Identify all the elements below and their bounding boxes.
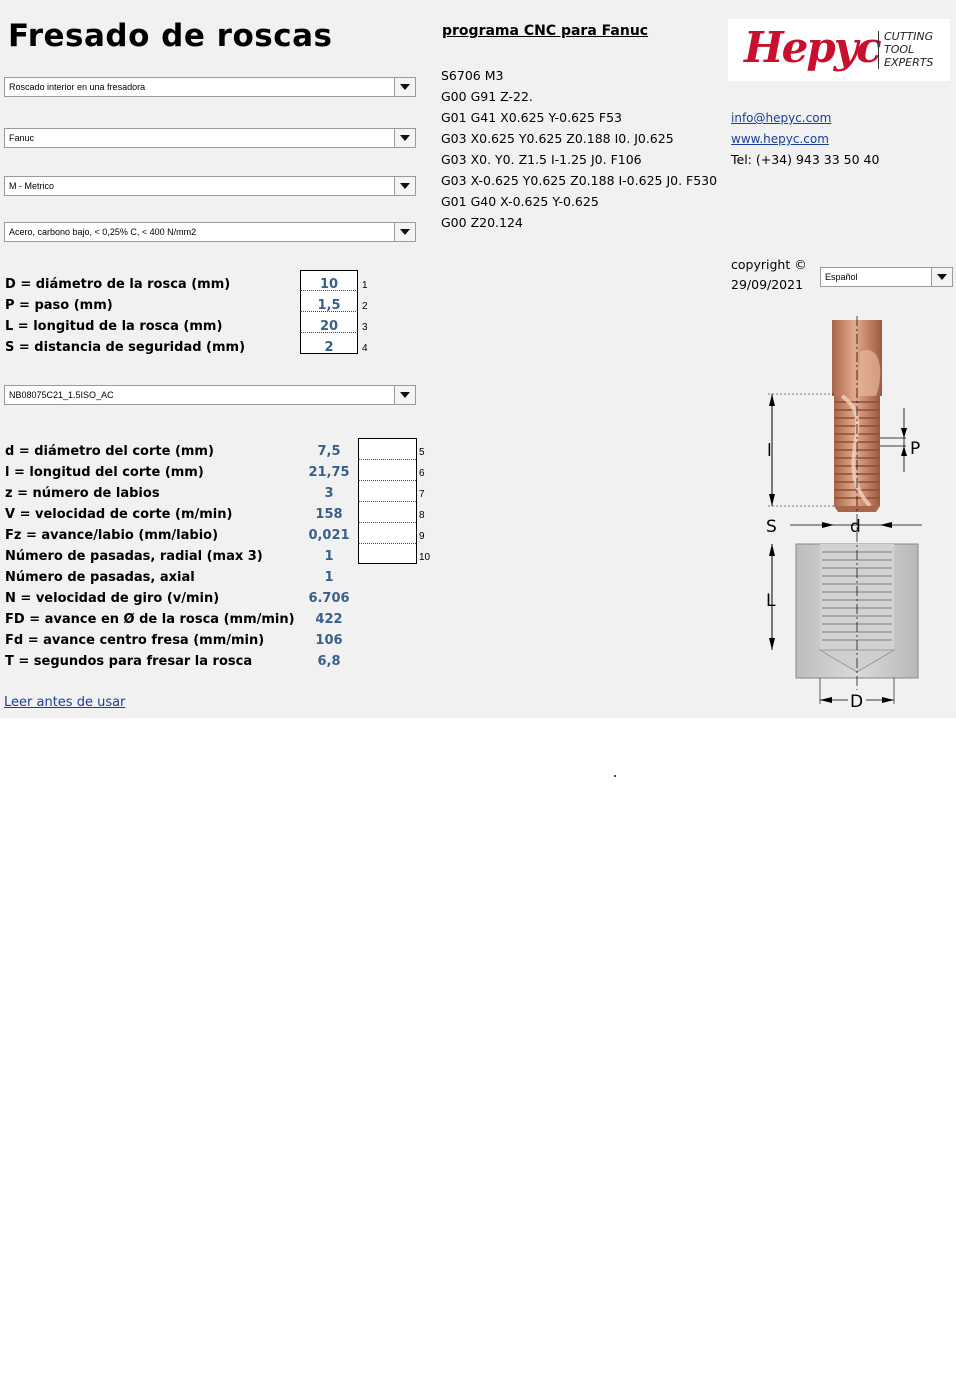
cnc-line: G03 X0.625 Y0.625 Z0.188 I0. J0.625 <box>441 131 674 146</box>
material-select[interactable] <box>4 222 416 242</box>
result-label: T = segundos para fresar la rosca <box>5 654 253 669</box>
result-label: l = longitud del corte (mm) <box>5 465 204 480</box>
chevron-down-icon[interactable] <box>931 268 952 286</box>
cnc-line: S6706 M3 <box>441 68 504 83</box>
control-select[interactable] <box>4 128 416 148</box>
chevron-down-icon[interactable] <box>394 386 415 404</box>
logo-tagline: CUTTING <box>884 30 934 43</box>
dim-label-d: d <box>850 517 861 537</box>
logo-tagline: TOOL <box>884 43 915 56</box>
cnc-line: G03 X0. Y0. Z1.5 I-1.25 J0. F106 <box>441 152 642 167</box>
result-label: Número de pasadas, axial <box>5 570 195 585</box>
cnc-line: G01 G41 X0.625 Y-0.625 F53 <box>441 110 622 125</box>
dim-label-l: l <box>767 441 772 461</box>
result-label: z = número de labios <box>5 486 160 501</box>
result-label: d = diámetro del corte (mm) <box>5 444 214 459</box>
row-number: 1 <box>362 280 368 291</box>
language-select-value: Español <box>825 272 858 282</box>
material-select-value: Acero, carbono bajo, < 0,25% C, < 400 N/mm2 <box>9 227 197 237</box>
chevron-down-icon[interactable] <box>394 129 415 147</box>
logo-tagline: EXPERTS <box>884 56 934 69</box>
row-number: 5 <box>419 447 425 458</box>
row-number: 4 <box>362 343 368 354</box>
phone-text: Tel: (+34) 943 33 50 40 <box>731 152 880 167</box>
result-value: 1 <box>324 549 334 564</box>
dim-label-P: P <box>910 439 921 459</box>
result-value: 6.706 <box>308 591 350 606</box>
operation-select[interactable] <box>4 77 416 97</box>
safety-distance-label: S = distancia de seguridad (mm) <box>5 340 246 355</box>
website-link[interactable]: www.hepyc.com <box>731 132 829 146</box>
notes-box[interactable] <box>358 438 417 564</box>
cnc-line: G00 Z20.124 <box>441 215 523 230</box>
cnc-line: G03 X-0.625 Y0.625 Z0.188 I-0.625 J0. F530 <box>441 173 718 188</box>
result-value: 0,021 <box>308 528 350 543</box>
copyright-date: 29/09/2021 <box>731 277 804 292</box>
operation-select-value: Roscado interior en una fresadora <box>9 82 146 92</box>
cnc-line: G01 G40 X-0.625 Y-0.625 <box>441 194 599 209</box>
row-number: 6 <box>419 468 425 479</box>
result-label: N = velocidad de giro (v/min) <box>5 591 220 606</box>
dim-label-D: D <box>850 692 864 712</box>
result-label: Fd = avance centro fresa (mm/min) <box>5 633 265 648</box>
hepyc-logo <box>728 19 950 81</box>
thread-type-select-value: M - Metrico <box>9 181 54 191</box>
row-number: 7 <box>419 489 425 500</box>
result-value: 7,5 <box>317 444 341 459</box>
result-value: 1 <box>324 570 334 585</box>
logo-brand: Hepyc <box>744 23 880 72</box>
thread-milling-diagram <box>760 312 930 712</box>
row-number: 10 <box>419 552 431 563</box>
diameter-value[interactable]: 10 <box>319 277 339 292</box>
read-before-use-link[interactable]: Leer antes de usar <box>4 695 126 710</box>
dim-label-S: S <box>766 517 777 537</box>
chevron-down-icon[interactable] <box>394 177 415 195</box>
result-value: 422 <box>315 612 343 627</box>
pitch-value[interactable]: 1,5 <box>317 298 341 313</box>
stray-dot <box>614 775 616 777</box>
result-value: 6,8 <box>317 654 341 669</box>
length-value[interactable]: 20 <box>319 319 339 334</box>
row-number: 8 <box>419 510 425 521</box>
row-number: 2 <box>362 301 368 312</box>
result-label: V = velocidad de corte (m/min) <box>5 507 233 522</box>
diameter-label: D = diámetro de la rosca (mm) <box>5 277 231 292</box>
result-label: Número de pasadas, radial (max 3) <box>5 549 263 564</box>
cnc-line: G00 G91 Z-22. <box>441 89 533 104</box>
chevron-down-icon[interactable] <box>394 223 415 241</box>
row-number: 9 <box>419 531 425 542</box>
page-title: Fresado de roscas <box>8 18 333 54</box>
dim-label-L: L <box>766 591 776 611</box>
copyright-label: copyright © <box>731 257 807 272</box>
row-number: 3 <box>362 322 368 333</box>
pitch-label: P = paso (mm) <box>5 298 113 313</box>
result-value: 106 <box>315 633 343 648</box>
length-label: L = longitud de la rosca (mm) <box>5 319 223 334</box>
tool-select-value: NB08075C21_1.5ISO_AC <box>9 390 114 400</box>
result-label: Fz = avance/labio (mm/labio) <box>5 528 219 543</box>
result-value: 158 <box>315 507 343 522</box>
email-link[interactable]: info@hepyc.com <box>731 111 832 125</box>
result-value: 3 <box>324 486 334 501</box>
safety-distance-value[interactable]: 2 <box>324 340 334 355</box>
program-heading: programa CNC para Fanuc <box>442 23 649 39</box>
control-select-value: Fanuc <box>9 133 35 143</box>
tool-select[interactable] <box>4 385 416 405</box>
language-select[interactable] <box>820 267 953 287</box>
thread-type-select[interactable] <box>4 176 416 196</box>
chevron-down-icon[interactable] <box>394 78 415 96</box>
result-label: FD = avance en Ø de la rosca (mm/min) <box>5 612 295 627</box>
result-value: 21,75 <box>308 465 350 480</box>
